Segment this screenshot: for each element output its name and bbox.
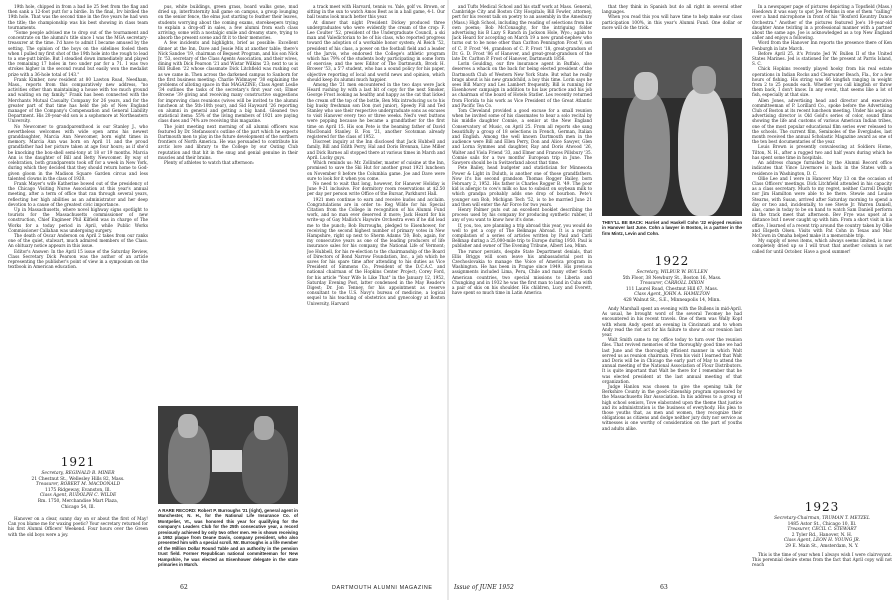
magazine-title: DARTMOUTH ALUMNI MAGAZINE	[332, 585, 433, 591]
officer-line: Treasurer, CECIL C. STEWART	[787, 527, 857, 533]
officer-line: 1485 Astor St., Chicago 10, Ill.	[787, 521, 857, 527]
officer-line: Secretary-Chairman, TRUMAN T. METZEL	[774, 516, 870, 521]
paragraph: Up in Massachusetts, where novel highway signs spotlight to tourists for the Massachusetts commissioner of new construction, Chief Engineer Phil Kilfield was in charge of The Works for a today period in April, while Public Works Commissioner Callahan was undergoing surgery.	[8, 206, 148, 233]
officer-line: Secretary, WILBUR W. BULLEN	[636, 270, 708, 275]
officer-line: Treasurer, CARROLL DIXON	[639, 281, 705, 287]
class-year-heading: 1923	[804, 500, 840, 514]
paragraph: A few incidents and highlights, brief as possible: Excellent dinner at the Inn, Dave and Jessie Mix at another table; there's Nick Sandoe '19, chairman of Bequest Program, and his son Nick Jr. '53, secretary of the Class Agents Association, and their wives, dining with Dick Pearson '21 and Wistar Wilkins '23; next to us is Bill Bullen '22 whose classmate Dick Litchfield was rushing out as we came in. Then across the darkened campus to Sanborn for the first business meeting: Charlie Widmayer '30 explaining the problems of alloting space in this MAGAZINE; Class Agent Leslie '34 outlines the tasks of the secretary's first year out; Elmer Browne '39 giving and receiving many constructive suggestions for improving class reunions (wives will be invited to the alumni luncheon at the 5th-10th year), and Sid Hayward '26 reporting on alumni in general and getting a big hand. Gleaned two statistical items: 55% of the living members of 1921 are paying class dues and 74% are receiving this magazine.	[158, 40, 298, 124]
paragraph: Chick Hopkins recently played hooky from his real estate operations in Indian Rocks and Clearwater Beach, Fla., for a few hours of fishing. His string was 66 kingfish ranging in weight from 2 to 25 pounds each. Whether you call kingfish or throw them back, I don't know. In any event, that seems like a lot of fish, especially at that size.	[752, 66, 892, 98]
paragraph: Ollie Lee and I were in Hanover May 13 on the occasion of Class Officers' meetings. Dick Litchfield attended in his capacity as a class secretary. Much to my regret, neither Carroll Dwight nor Jim Hamilton were able to be there. Stewie and Louise Stearns, with Susan, arrived after Saturday morning to spend a day or two and, incidentally, to see Stevie Jr. Warren Daniell, alas, came in today to be on hand to watch Sam Daniell perform in the track meet that afternoon. Bev Frye was upset at a distance but I never caught up with him. From a short visit in his office, I learned of a recent trip around the country taken by Ollie and Elspeth Olsen. Visits with Pat Cohn in Texas and Mac McCown in Omaha helped make it a memorable trip.	[752, 175, 892, 238]
class-officers	[8, 471, 148, 510]
paragraph: Andy Marshall spent an evening with the Bullens in mid-April. As usual, he brought word of the several Twomey he had encountered in his recent travels. One of them was Wally Kopf with whom Andy spent an evening in Cincinnati and to whom Andy read the riot act for his failure to show at our reunion last year.	[602, 306, 742, 338]
page-number: 62	[180, 584, 188, 591]
officer-line: Class Agent, JOHN A. HAMILTON	[634, 292, 710, 298]
paragraph: No need to wait that long, however, for Hanover Holiday is June 9-21 inclusive. For dormitory room reservations at $2.50 per day per person write Office of the Bursar, Parkhurst Hall.	[307, 180, 445, 197]
paragraph: "Some people advised me to drop out of the tournament and concentrate on the alumni's title since I was the MGA secretary-treasurer at the time. I'd have to admit I became amused by the setting. The opinion of the boys on the sidelines fooled them when I pulled my first shot of the 19th hole into the rough to lead to a one-putt birdie. But I steadied down immediately and played the remaining 17 holes in two under par for a 71. I was two strokes higher in the second round but easily won the medalist prize with a 36-hole total of 143."	[8, 30, 148, 77]
paragraph: Before April 25, it's Private Jed W. Bullen II of the United States Marines. Jed is stationed for the present at Parris Island, S. C.	[752, 50, 892, 67]
officer-line: 5th Floor, 38 Newbury St., Boston 16, Mass.	[622, 275, 722, 281]
paragraph: Frank Mayer's wife Katherine bowed out of the presidency of the Chicago Visiting Nurse Association at this year's annual meeting, after a term of office that ran through several years, reflecting her high abilities as an administrator and her deep devotion to a cause of the greatest civic importance.	[8, 180, 148, 207]
paragraph: At dinner that night President Dickey produced three undergraduates who were evidently the cream of the crop: F. Lee Coulter '52, president of the Undergraduate Council, a ski man and Valedictorian to be of his class, who reported progress toward the adoption of a workable honor system; Al Reich '52, president of his class, a power on the football field and a leader of the Jarvis, who endorsed the College's athletic program which has 79% of the students body participating in some form of exercise; and the new Editor of The Dartmouth, Brock H. Brower '53, a 5'7 student, who has a sound policy for his paper, objective reporting of local and world news and opinion, which should keep its alumni much happier.	[307, 19, 445, 82]
officer-line: Chicago 54, Ill.	[61, 504, 95, 510]
officer-line: Secretary, REGINALD B. MINER	[41, 471, 115, 476]
paragraph: Hanover on a clear, sunny day on or about the first of May! Can you blame me for waxing poetic? Your secretary returned for his first Alumni Officers' Weekend. Four hours over the Green with the old boys were a joy.	[8, 516, 148, 537]
officer-line: Rm. 1750, Merchandise Mart Plaza,	[37, 498, 119, 504]
photo-plaque	[212, 450, 242, 472]
paragraph: The rumor persists, despite State Department denials, that Ellis Briggs will soon leave his ambassadorial post in Czechoslovakia to manage the Voice of America program in Washington. He has been in Prague since 1949. His previous assignments included Lima, Peru, Chile and many other South American countries, two special missions to Liberia and Chungking and in 1932 he was the first man to land in Cuba with a pair of skis on his shoulder. His children, Lucy and Everett, have spent so much time in Latin America	[452, 248, 592, 296]
paragraph: If, you, too, are planning a trip abroad this year, you would do well to get a copy of The Belknaps Abroad. It is a reprint compilation of a series of articles written by Paul and Carli Belknap during a 25,000-mile trip to Europe during 1950. Paul is publisher and owner of The Evening Tribune, Albert Lea, Minn.	[452, 222, 592, 249]
paragraph: Lorin Goulding, our fire insurance agent in Buffalo, also deserves a whack on the back for being elected president of the Dartmouth Club of Western New York State. But what he really brags about is his new grandchild, a boy this time. Lorin says he sees Bill Marcy and Les Lambert frequently. Bill is running for Eisenhower campaign in addition to his law practice and his job as chairman of the board of Hotels Statler. Les recently returned from Florida to his work as Vice President of the Great Atlantic and Pacific Tea Co.	[452, 61, 592, 108]
officer-line: Treasurer, ROBERT M. MACDONALD	[35, 482, 121, 488]
photo-award-presentation	[158, 406, 298, 504]
page-number: 63	[660, 584, 668, 591]
right-col2-bottom	[602, 306, 742, 580]
officer-line: 29 E. Main St., Amsterdam, N. Y.	[785, 543, 859, 549]
paragraph: This is the time of year when I always wish I were clairvoyant. This perennial desire stems from the fact that April copy will not reach	[752, 552, 892, 568]
paragraph: and Tufts Medical School and his staff work at Mass. General, Cambridge City and Boston City Hospitals; Bill Fowler, attorney, pert for his recent talk on poetry to an assembly in the Amesbury (Mass.) High School, including the reading of selections from his own poems; Bob McConaughy, for the intriguing folder advertising his B Lazy S Ranch in Jackson Hole, Wyo.; again to Jack Heard for accepting on March 19 a new grand-nephew who turns out to be none other than Carlton Pennington Frost V, son of C. P. Frost '44, grandson of C. P. Frost '18, great-grandson of Dr. G. D. Frost '86 of Hanover, and great-great-grandson of the late Dr. Carlton P. Frost of Hanover, Dartmouth 1856.	[452, 4, 592, 62]
paragraph: Pete Bailey, head budgeter and statistician for Minnesota Power & Light in Duluth, is another one of those grandfathers. Now it's his second grandson Thomas Rogger Bailey, born February 2, 1952. His father is Charles Rogger B. '49. The poor kid is allergic to cow's milk so has to subsist on soybean milk to which grandpa probably adds one drop of bourbon. Pete's younger son Bob, Michigan Tech '52, is to be married June 21 and then will enter the Air Force for two years.	[452, 165, 592, 207]
photo-background-building	[602, 38, 742, 98]
paragraph: 19th hole, chipped in from a bad lie 25 feet from the flag and then sank a 12-foot putt for a birdie. In the final, Irv birdied the 19th hole. That was the second time in the five years he had won the title; the championship was his best showing in class team tournaments.	[8, 4, 148, 30]
paragraph: Editor's Answer: In the April 15 issue of the Saturday Review, Class Secretary Dick Pearson was the author of an article representing the publisher's point of view in a symposium on the textbook in American education.	[8, 248, 148, 270]
officer-line: 1175 Ridgeway, Evanston, Ill.	[45, 487, 111, 493]
paragraph: Plenty of athletes to watch that afternoon:	[164, 160, 255, 166]
photo-figure-head-left	[178, 414, 198, 438]
paragraph: that they think in Spanish but do all right in several other languages.	[602, 4, 742, 15]
paragraph: 1921 men continue to earn and receive kudos and acclaim. Congratulations are in order to: Reg Wilde for his Special Citation from the College in recognition of his Alumni Fund work, and no man ever deserved it more; Jack Heard for his write-up of Gay Mallick's Haywire Orchestra even if he did lead me to the punch; Bob Burroughs, pledged to Eisenhower, for receiving the second highest number of primary votes in New Hampshire, right up next to Sherm Adams '20; Bob, again, for my consecutive years as one of the leading producers of life insurance sales for his company, the National Life of Vermont; Joe Hubbell, for his re-election to the chairmanship of the Board of Directors of Bond Narrow Foundation, Inc., a job which he saves for his spare time after attending to his duties as Vice President of Simmons Co., President of the D.C.A.C. and national chairman of the Hopkins Center Project; Corey Ford, for his article "Your Wife Is Like That" in the January 12, 1952, Saturday Evening Post, latter condensed in the May Reader's Digest; Dr. Jon Tenney, for his appointment as reserve consultant to the U.S. Navy's bureau of medicine, a logical sequel to his teaching of obstetrics and gynecology at Boston University, Harvard	[307, 196, 445, 306]
photo-figure-head-right	[254, 416, 274, 440]
class-officers	[752, 516, 892, 550]
paragraph: Henry Palmer puts out an excellent booklet describing the process used by his company for producing synthetic rubber, if any of you want to know how it's done.	[452, 206, 592, 223]
left-col1-text	[8, 4, 148, 454]
paragraph: Louis Brown is presently convalescing at Soldiers Home, Tilton, N. H., after a rugged two and half years during which he has spent some time in hospitals.	[752, 144, 892, 160]
photo-man-head	[692, 66, 716, 94]
class-year-heading: 1921	[60, 455, 96, 469]
left-col2-text	[158, 4, 298, 404]
right-col1-text	[452, 4, 592, 580]
paragraph: Frank Kimber, now resident at 80 Lawton Road, Needham, Mass., reports from this comparatively new address, "no activities other than maintaining a house with too much ground and waiting on my family." Frank has been connected with the Merchants Mutual Casualty Company for 26 years, and for the greater part of that time has held the job of New England manager of the Company's Compensation and General Liability Department. His 20-year-old son is a sophomore at Northeastern University.	[8, 76, 148, 124]
right-col3-bottom	[752, 552, 892, 580]
photo-woman-head	[634, 72, 658, 100]
photo-caption: THEY'LL BE BACK: Harriet and Haskell Cohn '22 enjoyed reunion in Hanover last June. Cohn a lawyer in Boston, is a partner in the firm Mintz, Levin and Cohn.	[602, 220, 742, 236]
left-col3-text	[307, 4, 445, 580]
officer-line: 2 Tyler Rd., Hanover, N. H.	[791, 532, 853, 538]
issue-line: Issue of JUNE 1952	[454, 584, 514, 591]
paragraph: Discreet inquiry at the Inn disclosed that Jack Hubbell and family, Bill and Edith Perry, Hal and Doris Brennan, Line Miller and Dick Barnes all stopped there at various times in March and April. Lucky guys.	[307, 139, 445, 160]
officer-line: Class Agent, LEON H. YOUNG JR.	[783, 538, 861, 544]
paragraph: Tom Cleveland provided a good excuse for a small reunion when he invited some of his classmates to hear a solo recital by his middle daughter Connie, a senior at the New England Conservatory of Music, on April 25. From all reports she sang beautifully a group of 18 selections in French, German, Italian and English. Among the well known Dartmouth men in the audience were Bill and Ellen Perry, Don and Alice Sawyer, Glen and Lorna Symmes and daughter, Ray and Doris Atwood '26, Walter and Viola Friend '33, and Elmer and Frances Pillsbury '35. Connie sails for a two months' European trip in June. The Sawyers should be in Switzerland about that time.	[452, 108, 592, 166]
right-col3-top	[752, 4, 892, 500]
officer-line: Class Agent, RUDOLPH C. WILDE	[39, 493, 117, 499]
photo-cohn-couple	[602, 38, 742, 216]
paragraph: Walt Smith came to my office today to turn over the reunion files. That revived memories of the thoroughly good time we had last June and the thoroughly efficient manner in which Walt served us as reunion chairman. From his visit I learned that Walt and Doris will be in Chicago the early part of May to attend the annual meeting of the National Association of Flour Distributors. It is quite important that Walt be there for I remember that he was elected president at the last annual meeting of that organization.	[602, 337, 742, 384]
officer-line: 428 Walnut St., S.E., Minneapolis 14, Minn.	[623, 297, 721, 303]
paragraph: Word from the Hanover Inn reports the presence there of Ken Fenburgh in late March.	[752, 40, 892, 51]
photo-man-figure	[678, 88, 728, 216]
photo-caption: A RARE RECORD: Robert P. Burroughs '21 (right), general agent in Manchester, N. H., for the National Life Insurance Co. of Montpelier, Vt., was honored this year for qualifying for the company's Leaders Club for the 25th consecutive year, a record previously achieved by only two other men. He is shown receiving a 1952 plaque from Deane Davis, company president, who also presented him with a special scroll. Mr. Burroughs is a life member of the Million Dollar Round Table and an authority in the pension trust field. Former Republican national committeeman for New Hampshire, he was elected as Eisenhower delegate in the state primaries in March.	[158, 508, 298, 568]
paragraph: The death of Oscar Anderson on April 2 takes from our ranks one of the quiet, stalwart, much admired members of the Class. An obituary notice appears in this issue.	[8, 232, 148, 249]
paragraph: a track meet with Harvard, tennis vs. Yale, golf vs. Brown, or sitting in the sun to watch Amos Best as in a ball game, 4-1. Our ball teams look much better this year.	[307, 4, 445, 20]
class-officers	[602, 270, 742, 304]
officer-line: 21 Chestnut St., Wellesley Hills 82, Mass.	[31, 476, 125, 482]
paragraph: Among the '21 men encountered in the two days were Jack Heard rushing by with a last bit of copy for the next Smoker, George Frost looking as healthy and happy as the cat that licked the cream off the top of the bottle, Ben Mix introducing us to his big husky freshman son Don (not junior), Speedy Fill and Ted Stanley who use their respective undergraduate sons as excuses to visit Hanover every two or three weeks. Ned's vest buttons were popping because he became a grandfather for the first time on April 15. His son Pete is the beaming father of David MacDonald Stanley. B. Fox '21, another Scotsman already registered for the class of 1952.	[307, 82, 445, 140]
paragraph: Allen Jones, advertising head and director and executive committeeman of P. Lorillard Co., spoke before the Advertising Club of Boston at its recent luncheon meeting. Under his aegis as advertising director is Old Gold's series of color, sound films showing the life and customs of various American Indian tribes, one of the most popular educational film series ever released to the schools. The current film, Seminoles of the Everglades, last month received the annual Scholastic Magazine award as one of the ten best documentaries of the year.	[752, 97, 892, 145]
right-page	[448, 0, 896, 600]
paragraph: The joint meeting next morning of all alumni officers was featured by Dr. Stefansson's outline of the part which he expects Dartmouth men to play in the future development of the northern frontiers of North America. He was persuaded to contribute his arctic lore and library to the College by our Outing Club reputation and that hit in the snug and genial genuine in their muscles and their brains.	[158, 123, 298, 160]
class-year-heading: 1922	[654, 254, 690, 268]
paragraph: No Newcomer to grandparenthood is our Stanley J., who nevertheless welcomes with wide open arms his newest granddaughter, Marcia Ann Newcomer, born eight times in memory. Marcia Ann was born on April 11 and the proud grandfather had her picture taken at age four hours; as if she'd be knocking the box-shell semi-tony at 18 or 19 months. Marcia Ann is the daughter of Bill and Betty Newcomer. By way of celebration, both grandparents took off for a week in New York, during which they decided that they should return home to God-given gloom in the Madison Square Garden circus and less talented clowns in the class of 1920.	[8, 123, 148, 181]
paragraph: Judge Hanlon was chosen to give the opening talk for Berkshire County in the good-citizenship program sponsored by the Massachusetts Bar Association. In his address to a group of high school seniors, Tove elaborated upon the theme that justice and its administration is the business of everybody. His plea to those youths that, as men and women, they recognize their obligations as citizens and dodge neither jury duty nor service as witnesses is one worthy of consideration on the part of youths and adults alike.	[602, 384, 742, 431]
paragraph: An address change furnished by the Alumni Record office indicates that Vince Livermore is back in the States with a residence in Washington, D. C.	[752, 160, 892, 176]
officer-line: 111 Laurel Road, Chestnut Hill 67, Mass.	[625, 286, 719, 292]
paragraph: When you read this you will have time to help make our class participation 100%, in this year's Alumni Fund. One dollar or more will do the trick.	[602, 14, 742, 30]
right-col2-top	[602, 4, 742, 34]
left-col1-bottom	[8, 516, 148, 580]
paragraph: My supply of news items, which always seems limited, is now completely dried up so I will trust that another column is not called for until October. Have a good summer!	[752, 238, 892, 254]
photo-woman-figure	[624, 92, 670, 216]
paragraph: pus, white buildings, green grass, board walks gone, mud dried up, interfraternity ball game on campus, a group lounging on the senior fence, the elms just starting to feather their leaves, students worrying about the coming exams, storekeepers trying to explain a drop-off in sales, a few alumni from each class arriving; some with a nostalgic smile and dreamy stare, trying to absorb the present scene and fit it to their memories.	[158, 4, 298, 41]
paragraph: In a newspaper page of pictures depicting a Topsfield (Mass.) Hoedown it was easy to spot Joe Perkins in one of them "calling" over a hand microphone in front of his "Boxford Kountry Dance Orchestra." Another of the pictures featured Joe's 10-year-old daughter Anne twirling in a professional manner with a partner about the same age. Joe is acknowledged as a top New England caller and enjoys a following.	[752, 4, 892, 41]
paragraph: Which reminds us: Mr. Zollinder, master of cuisine at the Inn, promised to save the Ski Hut for another great 1921 luncheon on November 8 before the Columbia game. Joe and Dave were sure to look for it when you come.	[307, 160, 445, 181]
